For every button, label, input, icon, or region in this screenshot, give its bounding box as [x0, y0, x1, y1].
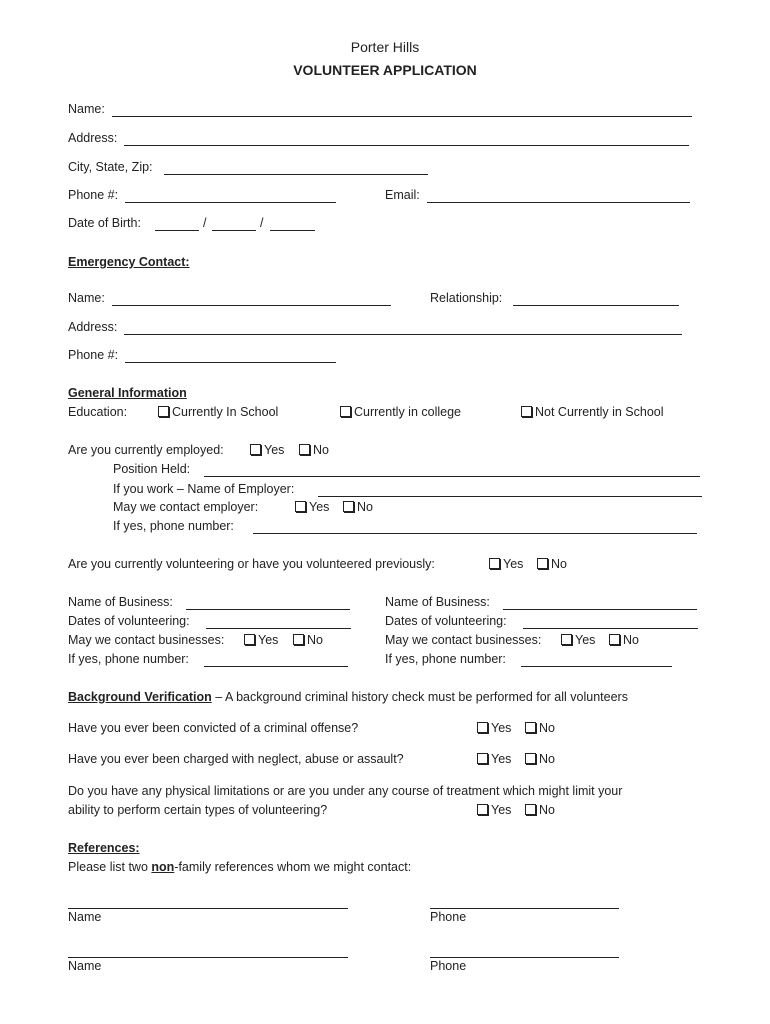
reference-name-field-1[interactable]	[68, 894, 348, 909]
emergency-address-field[interactable]	[124, 320, 682, 335]
employer-name-label: If you work – Name of Employer:	[113, 482, 295, 496]
convicted-yes-option[interactable]	[477, 721, 511, 735]
checkbox-icon	[525, 753, 536, 764]
reference-phone-field-1[interactable]	[430, 894, 619, 909]
checkbox-icon	[299, 444, 310, 455]
checkbox-icon	[561, 634, 572, 645]
form-title: VOLUNTEER APPLICATION	[293, 62, 477, 78]
city-state-zip-label: City, State, Zip:	[68, 160, 153, 174]
email-label: Email:	[385, 188, 420, 202]
references-intro-end: -family references whom we might contact:	[174, 860, 412, 874]
option-label: Currently In School	[172, 405, 279, 419]
contact-employer-yes-option[interactable]	[295, 500, 329, 514]
checkbox-icon	[521, 406, 532, 417]
limitations-question-line-1: Do you have any physical limitations or are you under any course of treatment which might limit your	[68, 784, 623, 798]
business-phone-field-1[interactable]	[204, 652, 348, 667]
reference-name-label-1: Name	[68, 910, 102, 924]
option-label: No	[357, 500, 373, 514]
option-label: Yes	[309, 500, 330, 514]
option-label: No	[539, 721, 555, 735]
reference-name-field-2[interactable]	[68, 943, 348, 958]
checkbox-icon	[244, 634, 255, 645]
contact-employer-no-option[interactable]	[343, 500, 373, 514]
option-label: Yes	[491, 803, 512, 817]
contact-business-label-1: May we contact businesses:	[68, 633, 225, 647]
business-phone-label-2: If yes, phone number:	[385, 652, 506, 666]
limitations-no-option[interactable]	[525, 803, 555, 817]
position-held-label: Position Held:	[113, 462, 191, 476]
limitations-question-line-2: ability to perform certain types of volunteering?	[68, 803, 328, 817]
references-intro	[68, 860, 411, 874]
dob-year-field[interactable]	[270, 216, 315, 231]
background-verification-heading: Background Verification	[68, 690, 212, 704]
option-label: Yes	[264, 443, 285, 457]
background-verification-line	[68, 690, 628, 704]
reference-name-label-2: Name	[68, 959, 102, 973]
emergency-phone-label: Phone #:	[68, 348, 119, 362]
reference-phone-field-2[interactable]	[430, 943, 619, 958]
option-label: No	[313, 443, 329, 457]
employer-phone-field[interactable]	[253, 519, 697, 534]
contact-business-label-2: May we contact businesses:	[385, 633, 542, 647]
reference-phone-label-2: Phone	[430, 959, 467, 973]
dob-separator: /	[203, 216, 207, 230]
business-name-label-1: Name of Business:	[68, 595, 173, 609]
checkbox-icon	[525, 804, 536, 815]
relationship-field[interactable]	[513, 291, 679, 306]
references-heading: References:	[68, 841, 140, 855]
dates-volunteering-field-2[interactable]	[523, 614, 698, 629]
convicted-question: Have you ever been convicted of a criminal offense?	[68, 721, 359, 735]
email-field[interactable]	[427, 188, 690, 203]
emergency-name-field[interactable]	[112, 291, 391, 306]
option-label: No	[539, 803, 555, 817]
education-label: Education:	[68, 405, 128, 419]
emergency-phone-field[interactable]	[125, 348, 336, 363]
option-label: Yes	[575, 633, 596, 647]
address-field[interactable]	[124, 131, 689, 146]
emergency-address-label: Address:	[68, 320, 118, 334]
option-label: Currently in college	[354, 405, 461, 419]
name-label: Name:	[68, 102, 105, 116]
charged-no-option[interactable]	[525, 752, 555, 766]
dob-day-field[interactable]	[212, 216, 256, 231]
checkbox-icon	[158, 406, 169, 417]
charged-question: Have you ever been charged with neglect, abuse or assault?	[68, 752, 404, 766]
emergency-contact-heading: Emergency Contact:	[68, 255, 190, 269]
employed-yes-option[interactable]	[250, 443, 284, 457]
business-phone-field-2[interactable]	[521, 652, 672, 667]
dates-volunteering-label-2: Dates of volunteering:	[385, 614, 507, 628]
position-held-field[interactable]	[204, 462, 700, 477]
volunteering-yes-option[interactable]	[489, 557, 523, 571]
convicted-no-option[interactable]	[525, 721, 555, 735]
checkbox-icon	[340, 406, 351, 417]
employer-phone-label: If yes, phone number:	[113, 519, 234, 533]
dates-volunteering-label-1: Dates of volunteering:	[68, 614, 190, 628]
option-label: Not Currently in School	[535, 405, 664, 419]
option-label: No	[539, 752, 555, 766]
checkbox-icon	[343, 501, 354, 512]
address-label: Address:	[68, 131, 118, 145]
charged-yes-option[interactable]	[477, 752, 511, 766]
option-label: No	[307, 633, 323, 647]
business-phone-label-1: If yes, phone number:	[68, 652, 189, 666]
education-option-in-college[interactable]	[340, 405, 461, 419]
contact-business-no-option-1[interactable]	[293, 633, 323, 647]
checkbox-icon	[477, 753, 488, 764]
relationship-label: Relationship:	[430, 291, 503, 305]
business-name-label-2: Name of Business:	[385, 595, 490, 609]
phone-field[interactable]	[125, 188, 336, 203]
business-name-field-2[interactable]	[503, 595, 697, 610]
education-option-not-in-school[interactable]	[521, 405, 664, 419]
checkbox-icon	[477, 722, 488, 733]
emergency-name-label: Name:	[68, 291, 105, 305]
option-label: Yes	[503, 557, 524, 571]
references-intro-start: Please list two	[68, 860, 152, 874]
contact-employer-label: May we contact employer:	[113, 500, 259, 514]
limitations-yes-option[interactable]	[477, 803, 511, 817]
checkbox-icon	[489, 558, 500, 569]
contact-business-yes-option-1[interactable]	[244, 633, 278, 647]
employer-name-field[interactable]	[318, 482, 702, 497]
checkbox-icon	[609, 634, 620, 645]
volunteering-no-option[interactable]	[537, 557, 567, 571]
city-state-zip-field[interactable]	[164, 160, 428, 175]
option-label: Yes	[491, 752, 512, 766]
contact-business-no-option-2[interactable]	[609, 633, 639, 647]
references-intro-emphasis: non	[151, 860, 175, 874]
general-information-heading: General Information	[68, 386, 187, 400]
contact-business-yes-option-2[interactable]	[561, 633, 595, 647]
dob-month-field[interactable]	[155, 216, 199, 231]
checkbox-icon	[293, 634, 304, 645]
reference-phone-label-1: Phone	[430, 910, 467, 924]
employed-question: Are you currently employed:	[68, 443, 224, 457]
checkbox-icon	[537, 558, 548, 569]
option-label: No	[623, 633, 639, 647]
employed-no-option[interactable]	[299, 443, 329, 457]
business-name-field-1[interactable]	[186, 595, 350, 610]
background-verification-intro: – A background criminal history check must be performed for all volunteers	[211, 690, 628, 704]
checkbox-icon	[477, 804, 488, 815]
volunteering-question: Are you currently volunteering or have you volunteered previously:	[68, 557, 435, 571]
checkbox-icon	[295, 501, 306, 512]
org-name: Porter Hills	[350, 39, 420, 55]
option-label: Yes	[491, 721, 512, 735]
phone-label: Phone #:	[68, 188, 119, 202]
dob-label: Date of Birth:	[68, 216, 141, 230]
option-label: No	[551, 557, 567, 571]
checkbox-icon	[250, 444, 261, 455]
dates-volunteering-field-1[interactable]	[206, 614, 351, 629]
checkbox-icon	[525, 722, 536, 733]
education-option-in-school[interactable]	[158, 405, 278, 419]
dob-separator: /	[260, 216, 264, 230]
name-field[interactable]	[112, 102, 692, 117]
option-label: Yes	[258, 633, 279, 647]
